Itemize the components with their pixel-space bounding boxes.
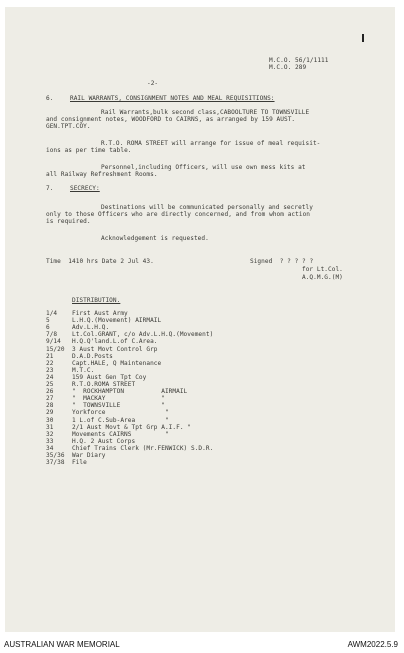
distribution-number: 7/8 bbox=[46, 331, 58, 339]
section-6-para3-line2: all Railway Refreshment Rooms. bbox=[46, 171, 158, 178]
footer-institution: AUSTRALIAN WAR MEMORIAL bbox=[4, 640, 120, 649]
distribution-number: 5 bbox=[46, 317, 50, 325]
section-6-para1-line2: and consignment notes, WOODFORD to CAIRNS, as arranged by 159 AUST. bbox=[46, 116, 296, 123]
acknowledgement-line: Acknowledgement is requested. bbox=[101, 235, 209, 242]
distribution-recipient: Yorkforce " bbox=[72, 409, 169, 417]
footer-reference: AWM2022.5.9 bbox=[347, 640, 398, 649]
reference-line-1: M.C.O. 56/1/1111 bbox=[269, 57, 329, 64]
signature-title: A.Q.M.G.(M) bbox=[302, 274, 343, 281]
distribution-number: 32 bbox=[46, 430, 54, 438]
distribution-recipient: M.T.C. bbox=[72, 366, 95, 374]
section-6-para2-line2: ions as per time table. bbox=[46, 147, 132, 154]
distribution-recipient: H.Q.Q'land.L.of C.Area. bbox=[72, 338, 158, 346]
distribution-number: 27 bbox=[46, 395, 54, 403]
distribution-number: 23 bbox=[46, 366, 54, 374]
distribution-recipient: Movements CAIRNS " bbox=[72, 430, 169, 438]
distribution-recipient: D.A.D.Posts bbox=[72, 352, 113, 360]
distribution-recipient: Adv.L.H.Q. bbox=[72, 324, 110, 332]
distribution-number: 21 bbox=[46, 352, 54, 360]
distribution-number: 29 bbox=[46, 409, 54, 417]
distribution-recipient: Capt.HALE, Q Maintenance bbox=[72, 359, 162, 367]
distribution-number: 37/38 bbox=[46, 459, 65, 467]
distribution-recipient: R.T.O.ROMA STREET bbox=[72, 381, 136, 388]
distribution-recipient: 2/1 Aust Movt & Tpt Grp A.I.F. " bbox=[72, 423, 191, 431]
signature-for: for Lt.Col. bbox=[302, 266, 343, 273]
section-6-para1-line3: GEN.TPT.COY. bbox=[46, 123, 91, 130]
section-7-para-line1: Destinations will be communicated personally and secretly bbox=[101, 204, 313, 211]
distribution-number: 25 bbox=[46, 381, 54, 388]
section-6-number: 6. bbox=[46, 95, 54, 102]
distribution-number: 28 bbox=[46, 402, 54, 410]
distribution-number: 30 bbox=[46, 416, 54, 424]
signature-line: Signed ? ? ? ? ? bbox=[250, 258, 314, 265]
page-number: -2- bbox=[147, 80, 159, 87]
distribution-number: 9/14 bbox=[46, 338, 61, 346]
distribution-recipient: " ROCKHAMPTON AIRMAIL bbox=[72, 388, 188, 396]
distribution-number: 6 bbox=[46, 324, 50, 332]
distribution-number: 26 bbox=[46, 388, 54, 396]
distribution-number: 15/20 bbox=[46, 345, 65, 353]
distribution-number: 31 bbox=[46, 423, 54, 431]
distribution-recipient: L.H.Q.(Movement) AIRMAIL bbox=[72, 317, 162, 325]
pen-mark bbox=[362, 34, 364, 42]
section-6-para2-line1: R.T.O. ROMA STREET will arrange for issue of meal requisit- bbox=[101, 140, 321, 147]
time-date-line: Time 1410 hrs Date 2 Jul 43. bbox=[46, 258, 154, 265]
section-6-para1-line1: Rail Warrants,bulk second class,CABOOLTURE TO TOWNSVILLE bbox=[101, 109, 310, 116]
section-6-para3-line1: Personnel,including Officers, will use own mess kits at bbox=[101, 164, 306, 171]
distribution-recipient: 159 Aust Gen Tpt Coy bbox=[72, 373, 147, 381]
distribution-recipient: " TOWNSVILLE " bbox=[72, 402, 165, 410]
distribution-recipient: Lt.Col.GRANT, c/o Adv.L.H.Q.(Movement) bbox=[72, 331, 214, 339]
distribution-recipient: File bbox=[72, 459, 87, 467]
footer-bar bbox=[0, 640, 404, 652]
section-7-heading: SECRECY: bbox=[70, 185, 100, 192]
distribution-number: 35/36 bbox=[46, 452, 65, 459]
distribution-recipient: First Aust Army bbox=[72, 310, 128, 317]
distribution-recipient: " MACKAY " bbox=[72, 395, 165, 403]
distribution-recipient: War Diary bbox=[72, 452, 106, 459]
distribution-heading: DISTRIBUTION. bbox=[72, 297, 121, 304]
reference-line-2: M.C.O. 289 bbox=[269, 64, 307, 71]
distribution-recipient: H.Q. 2 Aust Corps bbox=[72, 437, 136, 445]
section-7-para-line3: is required. bbox=[46, 218, 91, 225]
distribution-number: 33 bbox=[46, 437, 54, 445]
distribution-number: 22 bbox=[46, 359, 54, 367]
distribution-recipient: Chief Trains Clerk (Mr.FENWICK) S.D.R. bbox=[72, 444, 214, 452]
distribution-recipient: 1 L.of C.Sub-Area " bbox=[72, 416, 169, 424]
distribution-number: 34 bbox=[46, 444, 54, 452]
section-7-para-line2: only to those Officers who are directly concerned, and from whom action bbox=[46, 211, 311, 218]
section-7-number: 7. bbox=[46, 185, 54, 192]
distribution-number: 24 bbox=[46, 373, 54, 381]
distribution-recipient: 3 Aust Movt Control Grp bbox=[72, 345, 158, 353]
distribution-number: 1/4 bbox=[46, 310, 58, 317]
section-6-heading: RAIL WARRANTS, CONSIGNMENT NOTES AND MEAL REQUISITIONS: bbox=[70, 95, 275, 102]
